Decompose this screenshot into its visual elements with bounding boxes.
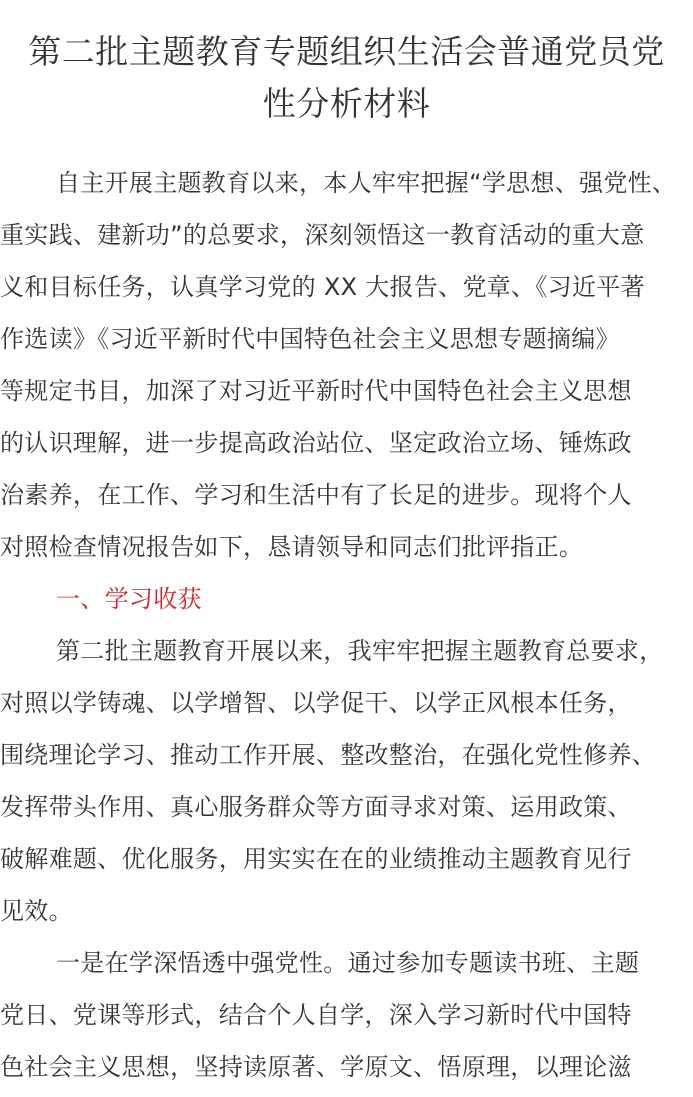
paragraph-2-line: 对照以学铸魂、以学增智、以学促干、以学正风根本任务， <box>0 689 632 717</box>
paragraph-2-line: 围绕理论学习、推动工作开展、整改整治，在强化党性修养、 <box>0 741 657 769</box>
paragraph-3-line: 党日、党课等形式，结合个人自学，深入学习新时代中国特 <box>0 1001 632 1029</box>
paragraph-1-line: 作选读》《习近平新时代中国特色社会主义思想专题摘编》 <box>0 325 620 353</box>
paragraph-2-line: 发挥带头作用、真心服务群众等方面寻求对策、运用政策、 <box>0 793 632 821</box>
paragraph-1-line: 的认识理解，进一步提高政治站位、坚定政治立场、锤炼政 <box>0 429 632 457</box>
paragraph-1-line: 重实践、建新功”的总要求，深刻领悟这一教育活动的重大意 <box>0 221 645 249</box>
paragraph-2-line: 第二批主题教育开展以来，我牢牢把握主题教育总要求， <box>56 637 664 665</box>
paragraph-1-line: 等规定书目，加深了对习近平新时代中国特色社会主义思想 <box>0 377 632 405</box>
paragraph-2-line: 见效。 <box>0 897 73 925</box>
paragraph-2-line: 破解难题、优化服务，用实实在在的业绩推动主题教育见行 <box>0 845 632 873</box>
document-body <box>0 157 693 1093</box>
paragraph-1-line: 治素养，在工作、学习和生活中有了长足的进步。现将个人 <box>0 481 632 509</box>
paragraph-1-line: 义和目标任务，认真学习党的 XX 大报告、党章、《习近平著 <box>0 273 645 301</box>
title-line-2: 性分析材料 <box>262 84 431 123</box>
paragraph-3-line: 一是在学深悟透中强党性。通过参加专题读书班、主题 <box>56 949 640 977</box>
section-heading: 一、学习收获 <box>56 585 202 613</box>
paragraph-1-line: 对照检查情况报告如下，恳请领导和同志们批评指正。 <box>0 533 584 561</box>
title-line-1: 第二批主题教育专题组织生活会普通党员党 <box>28 32 665 71</box>
paragraph-3-line: 色社会主义思想，坚持读原著、学原文、悟原理，以理论滋 <box>0 1053 632 1081</box>
paragraph-1-line: 自主开展主题教育以来，本人牢牢把握“学思想、强党性、 <box>56 169 677 197</box>
document-title <box>0 26 693 130</box>
